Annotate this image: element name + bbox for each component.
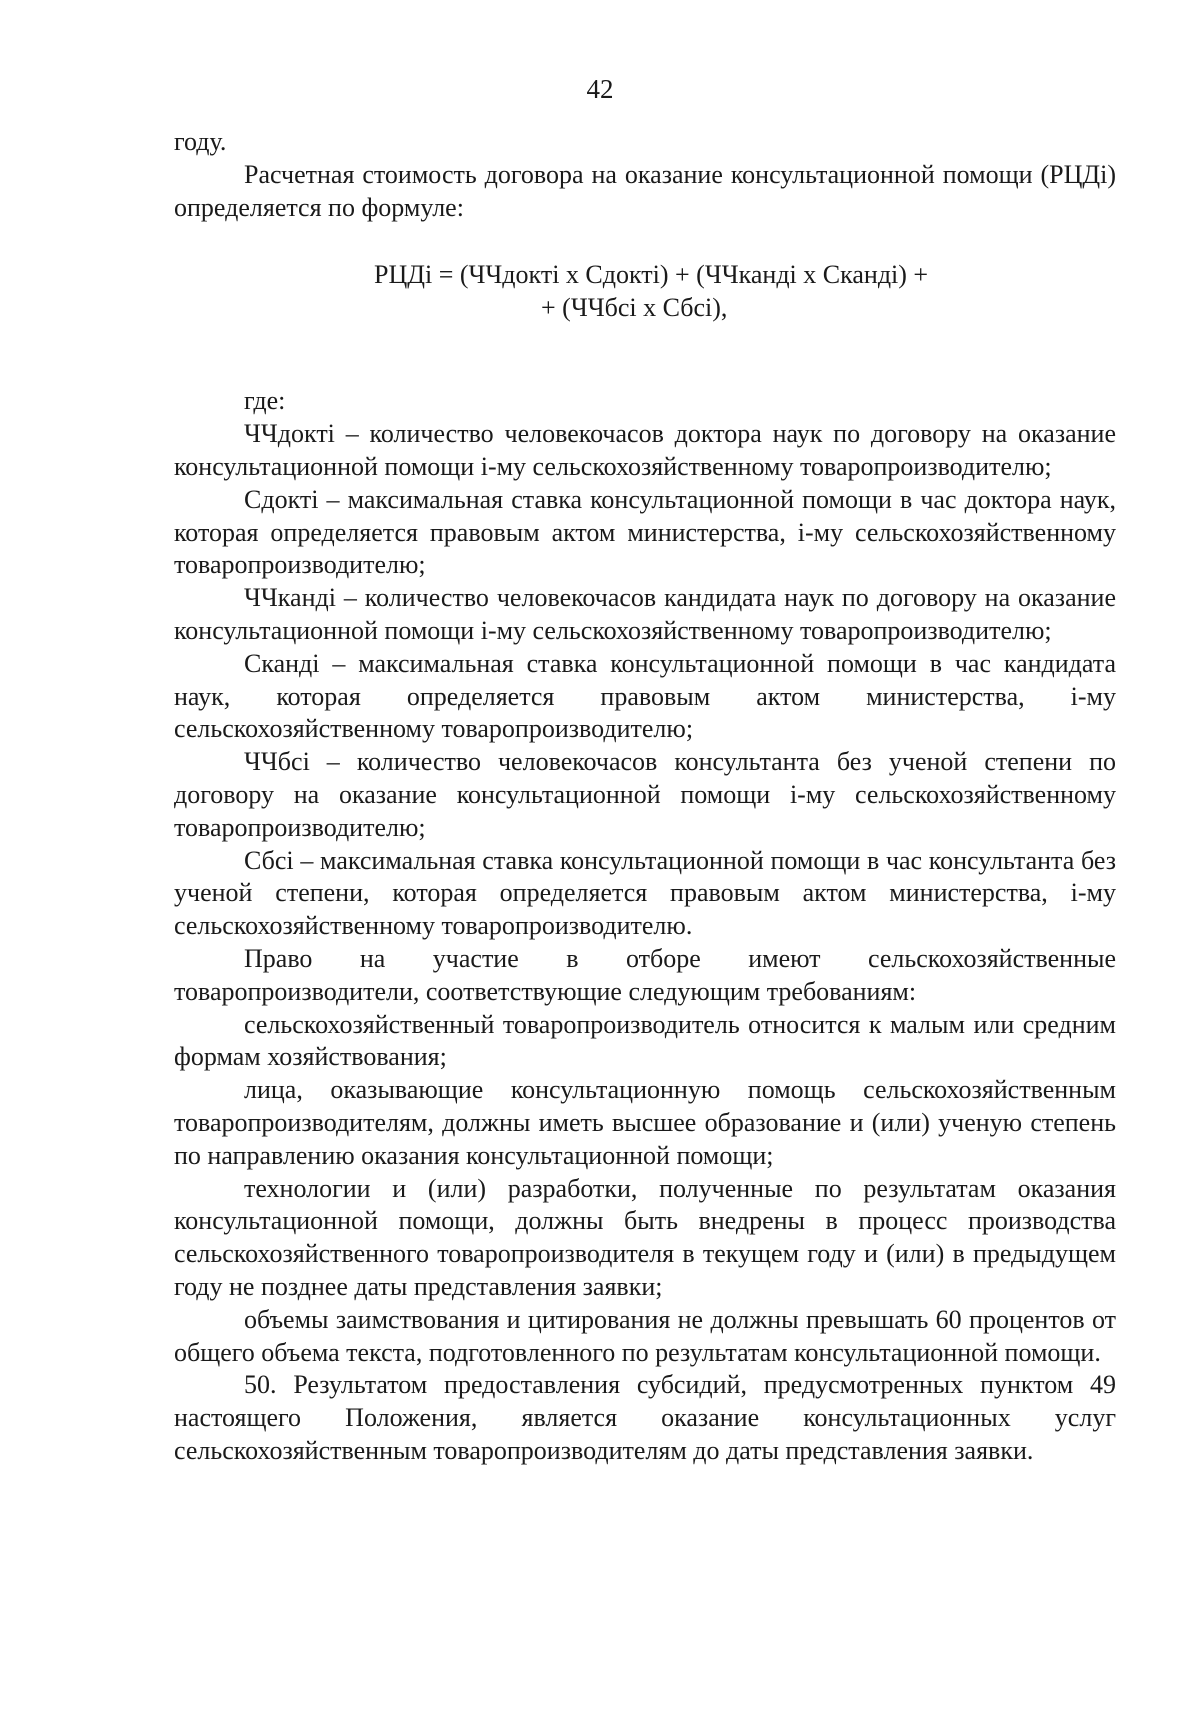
paragraph: году. [174,127,227,156]
paragraph: объемы заимствования и цитирования не должны превышать 60 процентов от общего объема текста, подготовленного по результатам консультационной помощи. [174,1304,1116,1367]
paragraph: Право на участие в отборе имеют сельскохозяйственные товаропроизводители, соответствующие следующим требованиям: [174,943,1116,1006]
document-body [174,126,1116,1468]
paragraph: Сбсі – максимальная ставка консультационной помощи в час консультанта без ученой степени, которая определяется правовым актом министерства, і-му сельскохозяйственному товаропроизводителю. [174,845,1116,941]
paragraph: технологии и (или) разработки, полученные по результатам оказания консультационной помощи, должны быть внедрены в процесс производства сельскохозяйственного товаропроизводителя в текущем году и (или) в предыдущем году не позднее даты представления заявки; [174,1173,1116,1301]
paragraphs-before-formula [174,126,1116,224]
formula-line-2: + (ЧЧбсі х Сбсі), [541,293,728,323]
formula-block [174,259,1116,325]
paragraph: ЧЧканді – количество человекочасов кандидата наук по договору на оказание консультационной помощи і-му сельскохозяйственному товаропроизводителю; [174,583,1116,645]
paragraph: ЧЧбсі – количество человекочасов консультанта без ученой степени по договору на оказание консультационной помощи і-му сельскохозяйственному товаропроизводителю; [174,747,1116,842]
formula-line-1: РЦДі = (ЧЧдокті х Сдокті) + (ЧЧканді х Сканді) + [374,260,929,290]
paragraph: Сканді – максимальная ставка консультационной помощи в час кандидата наук, которая определяется правовым актом министерства, і-му сельскохозяйственному товаропроизводителю; [174,648,1116,744]
paragraph: ЧЧдокті – количество человекочасов доктора наук по договору на оказание консультационной помощи і-му сельскохозяйственному товаропроизводителю; [174,419,1116,481]
paragraph: где: [244,386,286,416]
paragraph: лица, оказывающие консультационную помощь сельскохозяйственным товаропроизводителям, должны иметь высшее образование и (или) ученую степень по направлению оказания консультационной помощи; [174,1075,1116,1170]
paragraph: Сдокті – максимальная ставка консультационной помощи в час доктора наук, которая определяется правовым актом министерства, і-му сельскохозяйственному товаропроизводителю; [174,484,1116,580]
paragraph: 50. Результатом предоставления субсидий, предусмотренных пунктом 49 настоящего Положения, является оказание консультационных услуг сельскохозяйственным товаропроизводителям до даты представления заявки. [174,1370,1116,1465]
page-number: 42 [586,74,614,104]
paragraph: сельскохозяйственный товаропроизводитель относится к малым или средним формам хозяйствования; [174,1009,1116,1072]
paragraphs-after-formula [174,385,1116,1467]
paragraph: Расчетная стоимость договора на оказание консультационной помощи (РЦДі) определяется по формуле: [174,159,1116,222]
